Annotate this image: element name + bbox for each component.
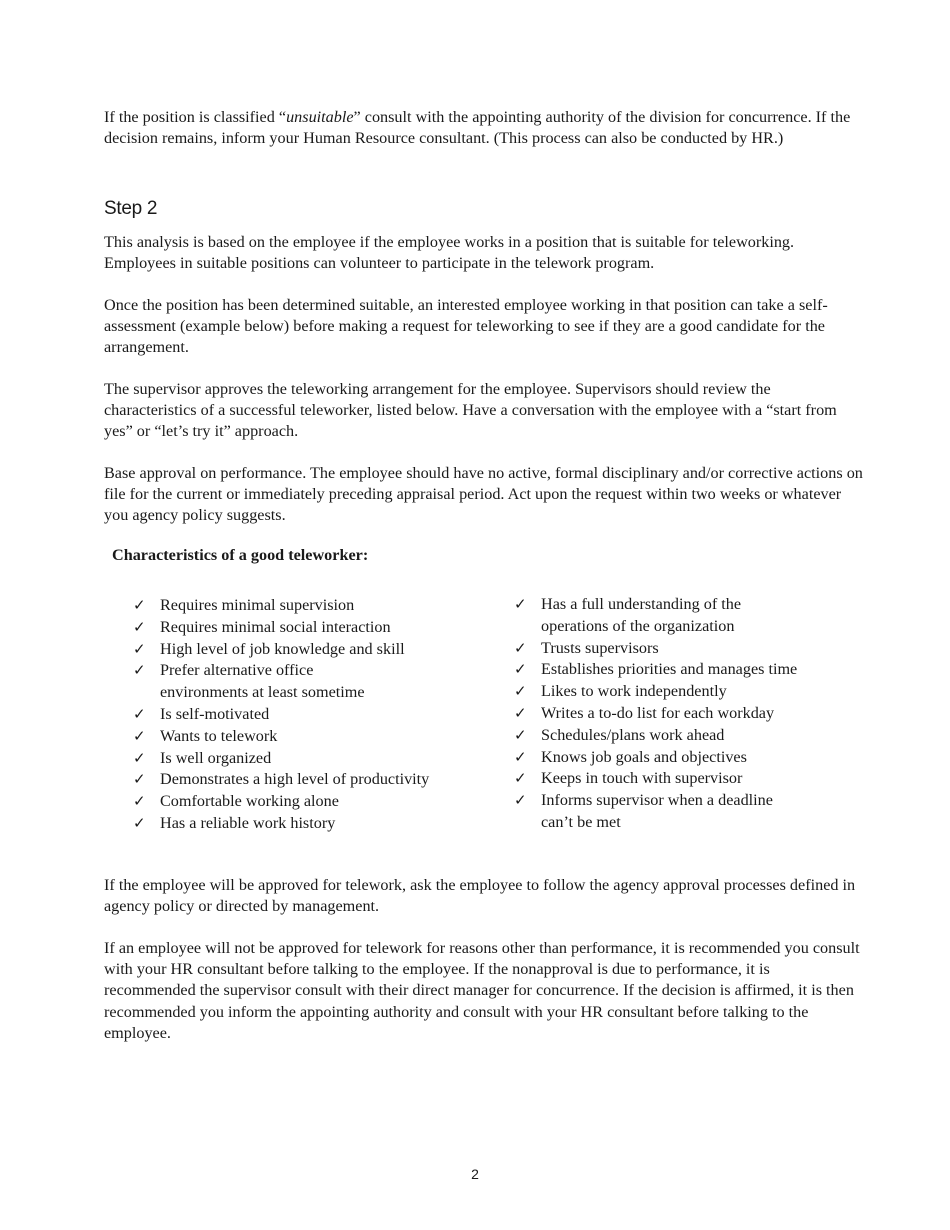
list-item — [133, 769, 493, 791]
list-item — [514, 659, 854, 681]
intro-paragraph — [104, 107, 864, 149]
closing-paragraph-2: If an employee will not be approved for telework for reasons other than performance, it is recommended you consult with your HR consultant before talking to the employee. If the nonapproval is due to performance, it is recommended the supervisor consult with their direct manager for concurrence. If the decision is affirmed, it is then recommended you inform the appointing authority and consult with your HR consultant before talking to the employee. — [104, 939, 860, 1042]
checkmark-icon: ✓ — [133, 770, 146, 789]
list-item — [133, 660, 493, 704]
list-item-text: Trusts supervisors — [541, 638, 659, 657]
list-item-text: Schedules/plans work ahead — [541, 725, 725, 744]
checkmark-icon: ✓ — [133, 704, 146, 723]
checkmark-icon: ✓ — [133, 661, 146, 680]
checkmark-icon: ✓ — [514, 747, 527, 766]
checkmark-icon: ✓ — [133, 813, 146, 832]
list-item — [133, 813, 493, 835]
step2-paragraph-1: This analysis is based on the employee if the employee works in a position that is suitable for teleworking. Employees in suitable positions can volunteer to participate in the telework program. — [104, 233, 795, 273]
list-item-text: Informs supervisor when a deadline can’t be met — [541, 791, 773, 831]
checkmark-icon: ✓ — [133, 596, 146, 614]
checkmark-icon: ✓ — [514, 791, 527, 810]
list-item-text: Likes to work independently — [541, 682, 727, 701]
list-item — [133, 639, 493, 661]
list-item-text: Is well organized — [160, 748, 272, 767]
page-number: 2 — [471, 1166, 479, 1182]
closing-paragraph-1: If the employee will be approved for telework, ask the employee to follow the agency approval processes defined in agency policy or directed by management. — [104, 876, 856, 916]
intro-emphasis: unsuitable — [286, 108, 354, 126]
checkmark-icon: ✓ — [514, 769, 527, 788]
list-item-text: Knows job goals and objectives — [541, 747, 747, 766]
list-item-text: Wants to telework — [160, 726, 278, 745]
step-2-heading: Step 2 — [104, 198, 158, 219]
list-item-text: Is self-motivated — [160, 704, 270, 723]
intro-text-end: ” consult with the appointing authority of the division for concurrence. If the decision remains, inform your Human Resource consultant. (This process can also be conducted by HR.) — [104, 108, 851, 148]
list-item — [133, 617, 493, 639]
checkmark-icon: ✓ — [514, 703, 527, 722]
characteristics-heading: Characteristics of a good teleworker: — [112, 546, 369, 564]
step2-paragraph-2: Once the position has been determined suitable, an interested employee working in that position can take a self-assessment (example below) before making a request for teleworking to see if they are a good candidate for the arrangement. — [104, 296, 828, 357]
checkmark-icon: ✓ — [133, 639, 146, 658]
checkmark-icon: ✓ — [133, 617, 146, 636]
checkmark-icon: ✓ — [514, 638, 527, 657]
list-item — [514, 703, 854, 725]
intro-text-start: If the position is classified “ — [104, 108, 287, 126]
list-item — [514, 681, 854, 703]
list-item-text: Demonstrates a high level of productivity — [160, 770, 430, 789]
list-item — [133, 726, 493, 748]
list-item-text: Prefer alternative office environments at least sometime — [160, 661, 365, 702]
list-item — [133, 748, 493, 770]
list-item — [514, 790, 854, 834]
list-item — [133, 704, 493, 726]
checkmark-icon: ✓ — [514, 682, 527, 701]
list-item-text: Has a full understanding of the operations of the organization — [541, 595, 742, 635]
list-item — [514, 747, 854, 769]
characteristics-list-right — [514, 594, 854, 834]
list-item-text: Has a reliable work history — [160, 813, 336, 832]
list-item-text: Requires minimal social interaction — [160, 617, 391, 636]
checkmark-icon: ✓ — [133, 726, 146, 745]
step2-paragraph-3: The supervisor approves the teleworking arrangement for the employee. Supervisors should review the characteristics of a successful teleworker, listed below. Have a conversation with the employee with a “start from yes” or “let’s try it” approach. — [104, 380, 837, 441]
list-item — [133, 595, 493, 617]
list-item-text: Writes a to-do list for each workday — [541, 703, 775, 722]
list-item — [514, 768, 854, 790]
list-item — [133, 791, 493, 813]
list-item — [514, 725, 854, 747]
list-item-text: High level of job knowledge and skill — [160, 639, 405, 658]
list-item-text: Keeps in touch with supervisor — [541, 769, 743, 788]
list-item — [514, 594, 854, 638]
step2-paragraph-4: Base approval on performance. The employee should have no active, formal disciplinary and/or corrective actions on file for the current or immediately preceding appraisal period. Act upon the request within two weeks or whatever you agency policy suggests. — [104, 464, 863, 525]
checkmark-icon: ✓ — [133, 748, 146, 767]
list-item-text: Comfortable working alone — [160, 792, 339, 811]
characteristics-list-left — [133, 595, 493, 835]
list-item-text: Requires minimal supervision — [160, 596, 355, 614]
list-item — [514, 638, 854, 660]
checkmark-icon: ✓ — [514, 725, 527, 744]
checkmark-icon: ✓ — [514, 595, 527, 613]
checkmark-icon: ✓ — [133, 792, 146, 811]
list-item-text: Establishes priorities and manages time — [541, 660, 798, 679]
checkmark-icon: ✓ — [514, 660, 527, 679]
